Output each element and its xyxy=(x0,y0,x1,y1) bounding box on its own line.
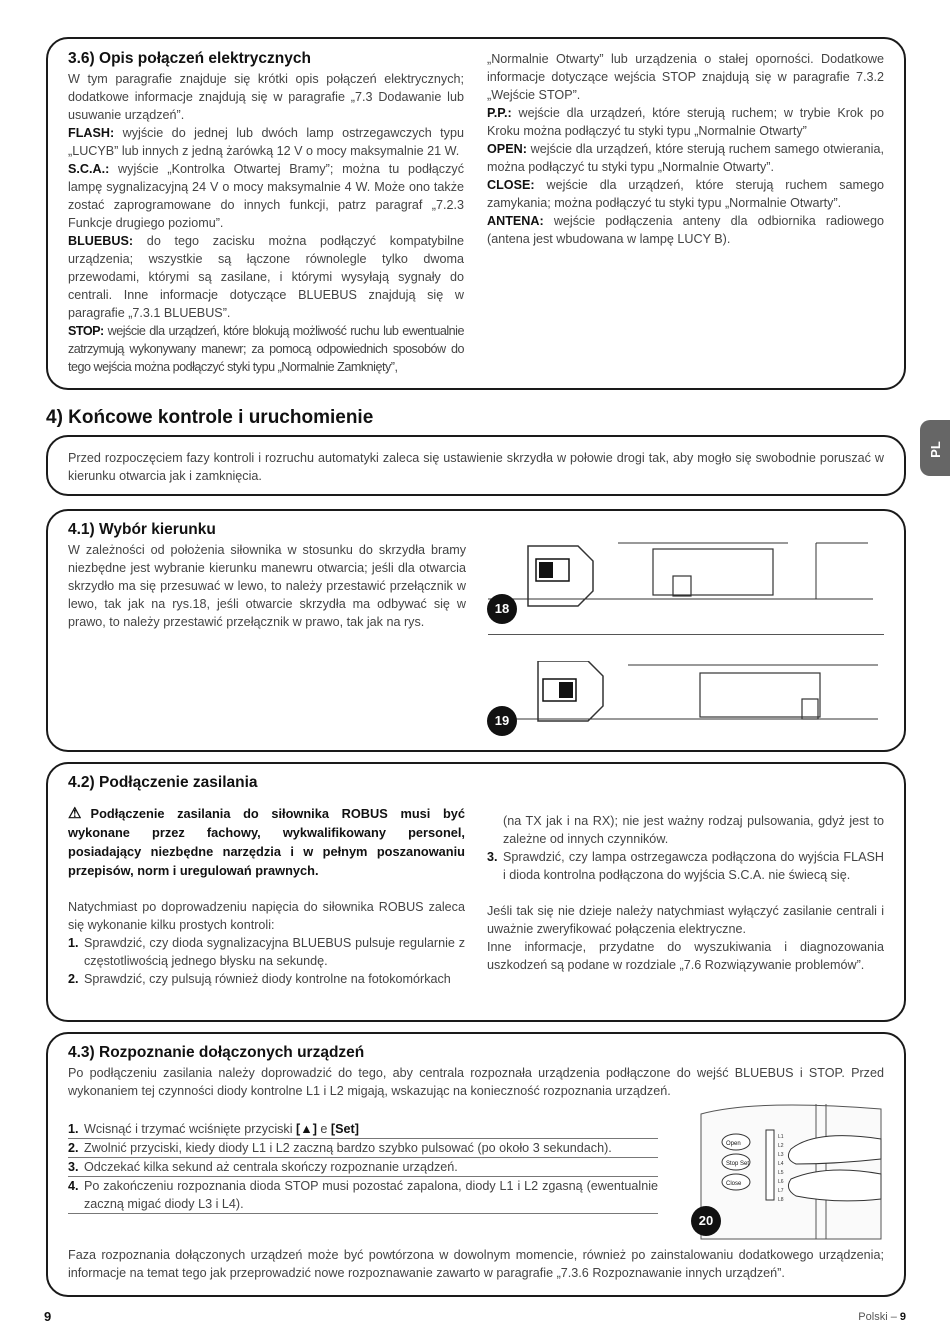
close-description xyxy=(487,176,884,212)
check-item-2-text: Sprawdzić, czy pulsują również diody kontrolne na fotokomórkach xyxy=(84,972,451,986)
section-4-intro: Przed rozpoczęciem fazy kontroli i rozruchu automatyki zaleca się ustawienie skrzydła w połowie drogi tak, aby mogło się swobodnie poruszać w kierunku otwarcia jak i zamknięcia. xyxy=(68,451,884,483)
step-2 xyxy=(68,1139,658,1158)
pp-term: P.P.: xyxy=(487,106,512,120)
page-number-left: 9 xyxy=(44,1309,52,1324)
figure-20-control-panel xyxy=(696,1104,886,1244)
section-4-2-intro: Natychmiast po doprowadzeniu napięcia do siłownika ROBUS zaleca się wykonanie kilku prostych kontroli: xyxy=(68,900,465,932)
section-4-3-title: 4.3) Rozpoznanie dołączonych urządzeń xyxy=(68,1044,365,1061)
step-3 xyxy=(68,1158,658,1177)
led-label-l2: L2 xyxy=(778,1143,784,1149)
check-item-1-text: Sprawdzić, czy dioda sygnalizacyjna BLUEBUS pulsuje regularnie z częstotliwością jednego błysku na sekundę. xyxy=(84,936,465,968)
antena-description xyxy=(487,212,884,248)
check-item-1 xyxy=(68,934,465,970)
language-tab-label: PL xyxy=(927,441,943,458)
page-number-right: 9 xyxy=(899,1311,906,1323)
step-1-connector: e xyxy=(316,1122,331,1136)
close-term: CLOSE: xyxy=(487,178,535,192)
close-text: wejście dla urządzeń, które sterują ruchem samego zamykania; można podłączyć tu styki typu „Normalnie Otwarty”. xyxy=(487,178,884,210)
warning-icon: ⚠ xyxy=(68,805,91,822)
language-tab xyxy=(920,420,950,476)
antena-term: ANTENA: xyxy=(487,214,544,228)
antena-text: wejście podłączenia anteny dla odbiornika radiowego (antena jest wbudowana w lampę LUCY B). xyxy=(487,214,884,246)
sca-term: S.C.A.: xyxy=(68,162,110,176)
section-4-2-box xyxy=(46,762,906,1022)
pp-description xyxy=(487,104,884,140)
step-1 xyxy=(68,1120,658,1139)
step-1-num: 1. xyxy=(68,1122,79,1136)
step-1-text: Wcisnąć i trzymać wciśnięte przyciski xyxy=(84,1122,297,1136)
section-4-2-left-column xyxy=(68,774,465,988)
flash-term: FLASH: xyxy=(68,126,115,140)
up-key-label: [▲] xyxy=(296,1122,317,1136)
figure-18-illustration xyxy=(488,531,888,641)
figure-divider xyxy=(488,634,884,635)
figure-19-illustration xyxy=(488,661,888,731)
set-key-label: [Set] xyxy=(330,1122,359,1136)
section-4-intro-box xyxy=(46,435,906,496)
stop-term: STOP: xyxy=(68,324,104,338)
flash-text: wyjście do jednej lub dwóch lamp ostrzegawczych typu „LUCYB” lub innych z jedną żarówką 12 V o mocy maksymalnie 21 W. xyxy=(68,126,464,158)
section-3-6-box xyxy=(46,37,906,390)
led-label-l3: L3 xyxy=(778,1152,784,1158)
check-item-2 xyxy=(68,970,465,988)
section-4-2-checks-left xyxy=(68,934,465,988)
flash-description xyxy=(68,124,464,160)
step-3-num: 3. xyxy=(68,1160,79,1174)
step-2-num: 2. xyxy=(68,1141,79,1155)
section-4-2-outro: Jeśli tak się nie dzieje należy natychmiast wyłączyć zasilanie centrali i uważnie zweryfikować połączenia elektryczne. xyxy=(487,904,884,936)
section-4-3-content xyxy=(68,1044,884,1100)
sca-text: wyjście „Kontrolka Otwartej Bramy”; można tu podłączyć lampę sygnalizacyjną 24 V o mocy maksymalnie 4 W. Może ono także zostać zaprogramowane do innych funkcji, patrz paragraf „7.2.3 Funkcje drugiego poziomu”. xyxy=(68,162,464,230)
check-item-3-num: 3. xyxy=(487,850,498,864)
section-4-3-steps-column xyxy=(68,1120,658,1214)
recognition-steps xyxy=(68,1120,658,1214)
power-warning xyxy=(68,804,465,880)
bluebus-text: do tego zacisku można podłączyć kompatybilne urządzenia; wszystkie są łączone równolegle tylko dwoma przewodami, którymi są zasilane, i którymi wysyłają sygnały do centrali. Inne informacje dotyczące BLUEBUS znajdują się w paragrafie „7.3.1 BLUEBUS”. xyxy=(68,234,464,320)
section-4-2-checks-right xyxy=(487,848,884,884)
section-4-3-intro: Po podłączeniu zasilania należy doprowadzić do tego, aby centrala rozpoznała urządzenia podłączone do wejść BLUEBUS i STOP. Przed wykonaniem tej czynności diody kontrolne L1 i L2 migają, wskazując na konieczność rozpoznania urządzeń. xyxy=(68,1066,884,1098)
open-description xyxy=(487,140,884,176)
check-item-2-num: 2. xyxy=(68,972,79,986)
footer-language: Polski – xyxy=(858,1311,900,1323)
led-label-l7: L7 xyxy=(778,1188,784,1194)
sca-description xyxy=(68,160,464,232)
section-3-6-left-column xyxy=(68,50,464,376)
section-3-6-title: 3.6) Opis połączeń elektrycznych xyxy=(68,50,311,67)
stop-continuation: „Normalnie Otwarty” lub urządzenia o stałej oporności. Dodatkowe informacje dotyczące wejścia STOP znajdują się w paragrafie 7.3.2 „Wejście STOP”. xyxy=(487,52,884,102)
figure-20-badge: 20 xyxy=(691,1206,721,1236)
power-warning-text: Podłączenie zasilania do siłownika ROBUS musi być wykonane przez fachowy, wykwalifikowany personel, posiadający niezbędne narzędzia i w pełnym poszanowaniu przepisów, norm i uregulowań prawnych. xyxy=(68,806,465,878)
stop-description xyxy=(68,322,464,376)
section-4-2-title: 4.2) Podłączenie zasilania xyxy=(68,774,258,791)
figure-19-badge: 19 xyxy=(487,706,517,736)
step-4 xyxy=(68,1177,658,1214)
check-item-3-text: Sprawdzić, czy lampa ostrzegawcza podłączona do wyjścia FLASH i dioda kontrolna podłączona do wyjścia S.C.A. nie świecą się. xyxy=(503,850,884,882)
pp-text: wejście dla urządzeń, które sterują ruchem; w trybie Krok po Kroku można podłączyć tu styki typu „Normalnie Otwarty” xyxy=(487,106,884,138)
check-item-3 xyxy=(487,848,884,884)
section-4-3-box xyxy=(46,1032,906,1297)
open-button-label: Open xyxy=(726,1141,741,1147)
bluebus-term: BLUEBUS: xyxy=(68,234,134,248)
close-button-label: Close xyxy=(726,1181,742,1187)
stop-text: wejście dla urządzeń, które blokują możliwość ruchu lub ewentualnie zatrzymują wykonywany manewr; za pomocą odpowiednich sposobów do tego wejścia można podłączyć styki typu „Normalnie Zamknięty”, xyxy=(68,324,464,374)
section-4-1-text-column xyxy=(68,521,466,631)
open-text: wejście dla urządzeń, które sterują ruchem samego otwierania, można podłączyć tu styki typu „Normalnie Otwarty”. xyxy=(487,142,884,174)
section-4-2-outro-2: Inne informacje, przydatne do wyszukiwania i diagnozowania uszkodzeń są podane w rozdziale „7.6 Rozwiązywanie problemów”. xyxy=(487,940,884,972)
led-label-l6: L6 xyxy=(778,1179,784,1185)
figure-18-badge: 18 xyxy=(487,594,517,624)
check-item-2-continuation: (na TX jak i na RX); nie jest ważny rodzaj pulsowania, gdyż jest to zależne od innych czynników. xyxy=(503,814,884,846)
check-item-1-num: 1. xyxy=(68,936,79,950)
section-4-2-right-column xyxy=(487,812,884,974)
section-3-6-intro: W tym paragrafie znajduje się krótki opis połączeń elektrycznych; dodatkowe informacje znajdują się w paragrafie „7.3 Dodawanie lub usuwanie urządzeń”. xyxy=(68,72,464,122)
section-4-title: 4) Końcowe kontrole i uruchomienie xyxy=(46,407,374,428)
section-4-3-outro: Faza rozpoznania dołączonych urządzeń może być powtórzona w dowolnym momencie, również po zainstalowaniu dodatkowego urządzenia; informacje na temat tego jak przeprowadzić nowe rozpoznawanie zawarto w paragrafie „7.3.6 Rozpoznawanie innych urządzeń”. xyxy=(68,1248,884,1280)
led-label-l1: L1 xyxy=(778,1134,784,1140)
open-term: OPEN: xyxy=(487,142,527,156)
footer-right xyxy=(858,1311,906,1323)
led-label-l8: L8 xyxy=(778,1197,784,1203)
step-3-text: Odczekać kilka sekund aż centrala skończy rozpoznanie urządzeń. xyxy=(84,1160,458,1174)
led-label-l4: L4 xyxy=(778,1161,784,1167)
section-4-1-box xyxy=(46,509,906,752)
led-label-l5: L5 xyxy=(778,1170,784,1176)
section-3-6-right-column xyxy=(487,50,884,248)
step-2-text: Zwolnić przyciski, kiedy diody L1 i L2 zaczną bardzo szybko pulsować (po około 3 sekundach). xyxy=(84,1141,612,1155)
section-4-1-text: W zależności od położenia siłownika w stosunku do skrzydła bramy niezbędne jest wybranie kierunku manewru otwarcia; jeśli dla otwarcia skrzydło ma się przesuwać w lewo, to należy przestawić przełącznik w lewo, tak jak na rys.18, jeśli otwarcie skrzydła ma odbywać się w prawo, to należy przestawić przełącznik w prawo, tak jak na rys. xyxy=(68,543,466,629)
step-4-text: Po zakończeniu rozpoznania dioda STOP musi pozostać zapalona, diody L1 i L2 zgasną (ewentualnie zaczną migać diody L3 i L4). xyxy=(84,1179,658,1211)
section-4-1-title: 4.1) Wybór kierunku xyxy=(68,521,216,538)
bluebus-description xyxy=(68,232,464,322)
step-4-num: 4. xyxy=(68,1179,79,1193)
stop-set-button-label: Stop Set xyxy=(726,1161,750,1167)
